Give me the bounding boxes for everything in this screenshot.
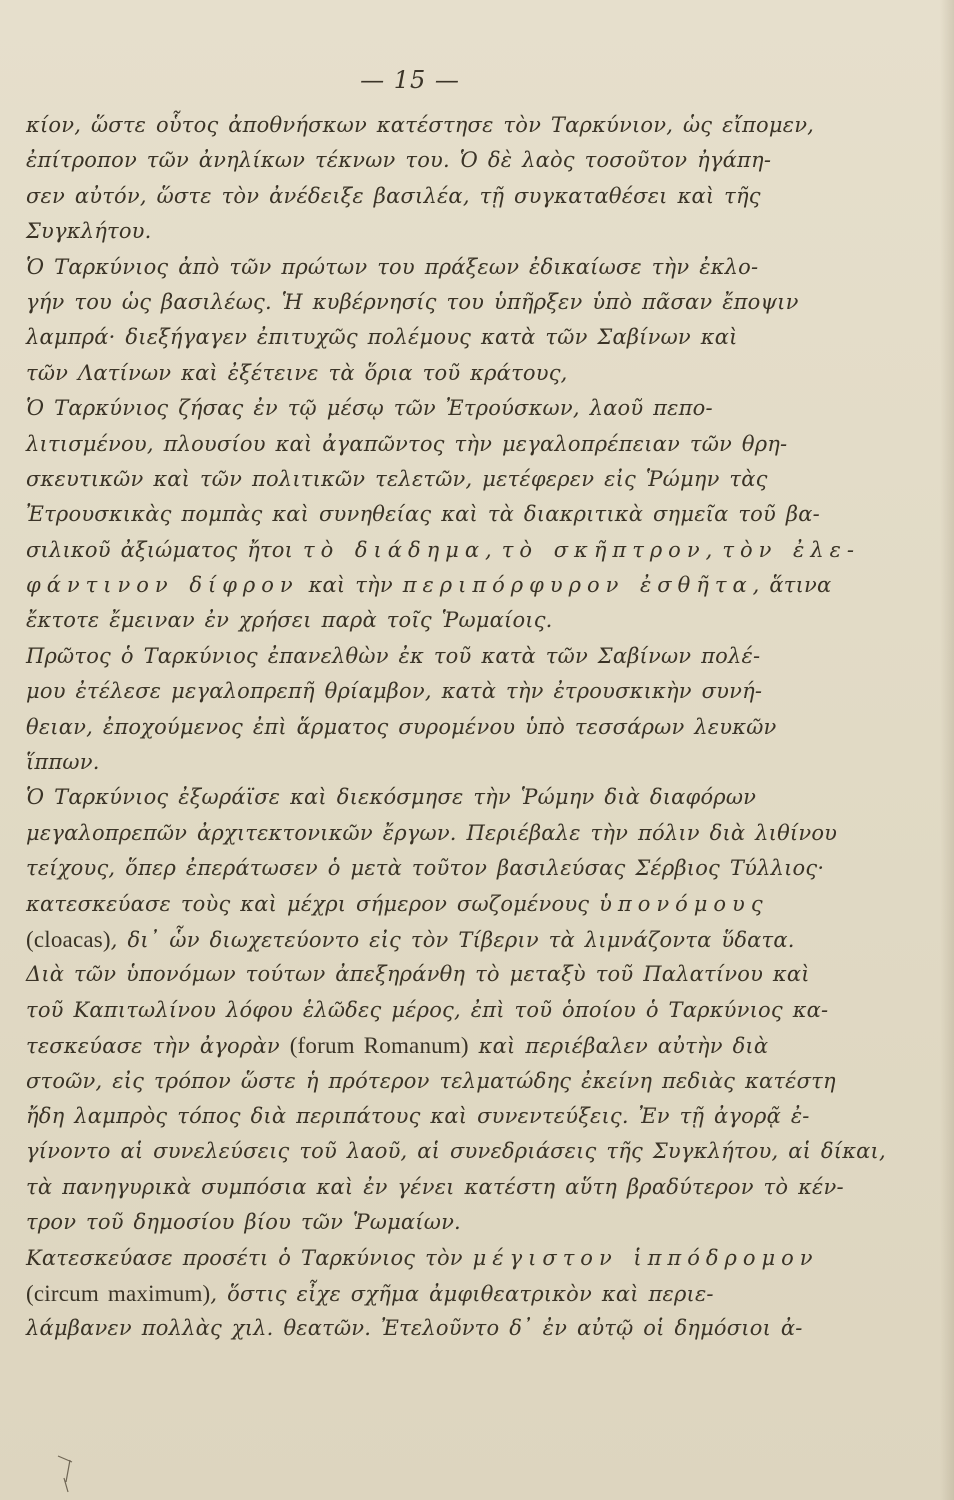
text-line: λάμβανεν πολλὰς χιλ. θεατῶν. Ἐτελοῦντο δ᾽ ἐν αὐτῷ οἱ δημόσιοι ἀ- (26, 1316, 803, 1341)
text-run: καὶ τὴν (298, 573, 403, 598)
spaced-term: ὑπονόμους (599, 891, 769, 916)
text-line: Πρῶτος ὁ Ταρκύνιος ἐπανελθὼν ἐκ τοῦ κατὰ τῶν Σαβίνων πολέ- (26, 643, 761, 668)
spaced-term: μέγιστον ἱππόδρομον (472, 1245, 819, 1270)
text-line: Συγκλήτου. (26, 219, 152, 244)
text-line-latin (26, 1028, 840, 1063)
text-line: λιτισμένου, πλουσίου καὶ ἀγαπῶντος τὴν μεγαλοπρέπειαν τῶν θρη- (26, 431, 788, 456)
pencil-mark-icon (52, 1452, 92, 1496)
text-line: τείχους, ὅπερ ἐπεράτωσεν ὁ μετὰ τοῦτον βασιλεύσας Σέρβιος Τύλλιος· (26, 856, 825, 881)
text-run: σιλικοῦ ἀξιώματος ἤτοι (26, 537, 303, 562)
text-line: στοῶν, εἰς τρόπον ὥστε ἡ πρότερον τελματώδης ἐκείνη πεδιὰς κατέστη (26, 1068, 836, 1093)
text-run: , ἅτινα (752, 573, 832, 598)
text-run: , (485, 537, 502, 562)
text-run: , (705, 537, 723, 562)
text-line: θειαν, ἐποχούμενος ἐπὶ ἅρματος συρομένου ὑπὸ τεσσάρων λευκῶν (26, 714, 777, 739)
text-line-spaced (26, 533, 861, 568)
text-line-latin (26, 922, 840, 957)
text-line: τοῦ Καπιτωλίνου λόφου ἑλῶδες μέρος, ἐπὶ τοῦ ὁποίου ὁ Ταρκύνιος κα- (26, 997, 829, 1022)
spaced-term: τὸ διάδημα (302, 537, 486, 562)
text-run: τεσκεύασε τὴν ἀγορὰν (26, 1034, 290, 1059)
text-run: , ὅστις εἶχε σχῆμα ἀμφιθεατρικὸν καὶ περιε- (210, 1281, 714, 1306)
text-body (26, 108, 886, 1347)
text-line: τὰ πανηγυρικὰ συμπόσια καὶ ἐν γένει κατέστη αὕτη βραδύτερον τὸ κέν- (26, 1174, 844, 1199)
text-line: μεγαλοπρεπῶν ἀρχιτεκτονικῶν ἔργων. Περιέβαλε τὴν πόλιν διὰ λιθίνου (26, 820, 838, 845)
text-line: σκευτικῶν καὶ τῶν πολιτικῶν τελετῶν, μετέφερεν εἰς Ῥώμην τὰς (26, 466, 768, 491)
text-line: σεν αὐτόν, ὥστε τὸν ἀνέδειξε βασιλέα, τῇ συγκαταθέσει καὶ τῆς (26, 183, 761, 208)
text-line: λαμπρά· διεξήγαγεν ἐπιτυχῶς πολέμους κατὰ τῶν Σαβίνων καὶ (26, 325, 738, 350)
text-line: μου ἐτέλεσε μεγαλοπρεπῆ θρίαμβον, κατὰ τὴν ἐτρουσκικὴν συνή- (26, 679, 763, 704)
text-line-spaced (26, 1241, 840, 1276)
latin-term: (circum maximum) (26, 1280, 211, 1306)
text-run: καὶ περιέβαλεν αὐτὴν διὰ (468, 1034, 769, 1059)
page-edge-shadow (940, 0, 954, 1500)
text-line: ἵππων. (26, 750, 100, 775)
text-line-spaced (26, 568, 840, 603)
text-line: ἤδη λαμπρὸς τόπος διὰ περιπάτους καὶ συνεντεύξεις. Ἐν τῇ ἀγορᾷ ἐ- (26, 1103, 810, 1128)
spaced-term: τὸ σκῆπτρον (501, 537, 706, 562)
text-line: Ἐτρουσκικὰς πομπὰς καὶ συνηθείας καὶ τὰ διακριτικὰ σημεῖα τοῦ βα- (26, 502, 820, 527)
latin-term: (forum Romanum) (289, 1033, 469, 1059)
latin-term: (cloacas) (26, 926, 111, 952)
text-line: ἔκτοτε ἔμειναν ἐν χρήσει παρὰ τοῖς Ῥωμαίοις. (26, 608, 553, 633)
text-run: , δι᾽ ὧν διωχετεύοντο εἰς τὸν Τίβεριν τὰ λιμνάζοντα ὕδατα. (110, 927, 795, 952)
text-line: Ὁ Ταρκύνιος ἐξωράϊσε καὶ διεκόσμησε τὴν Ῥώμην διὰ διαφόρων (26, 785, 757, 810)
text-line: Ὁ Ταρκύνιος ἀπὸ τῶν πρώτων του πράξεων ἐδικαίωσε τὴν ἐκλο- (26, 254, 759, 279)
text-run: Κατεσκεύασε προσέτι ὁ Ταρκύνιος τὸν (26, 1245, 473, 1270)
text-line: ἐπίτροπον τῶν ἀνηλίκων τέκνων του. Ὁ δὲ λαὸς τοσοῦτον ἠγάπη- (26, 148, 772, 173)
spaced-term: φάντινον δίφρον (26, 573, 299, 598)
text-line-latin (26, 1276, 840, 1311)
text-line: τῶν Λατίνων καὶ ἐξέτεινε τὰ ὅρια τοῦ κράτους, (26, 360, 568, 385)
text-line: γίνοντο αἱ συνελεύσεις τοῦ λαοῦ, αἱ συνεδριάσεις τῆς Συγκλήτου, αἱ δίκαι, (26, 1139, 886, 1164)
text-line: κίον, ὥστε οὗτος ἀποθνήσκων κατέστησε τὸν Ταρκύνιον, ὡς εἴπομεν, (26, 113, 815, 137)
text-line: γήν του ὡς βασιλέως. Ἡ κυβέρνησίς του ὑπῆρξεν ὑπὸ πᾶσαν ἔποψιν (26, 289, 799, 314)
text-line-spaced (26, 887, 840, 922)
spaced-term: τὸν ἐλε- (722, 537, 861, 562)
text-line: Διὰ τῶν ὑπονόμων τούτων ἀπεξηράνθη τὸ μεταξὺ τοῦ Παλατίνου καὶ (26, 962, 810, 987)
page-number: — 15 — (360, 66, 460, 94)
text-line: τρον τοῦ δημοσίου βίου τῶν Ῥωμαίων. (26, 1210, 461, 1235)
text-run: κατεσκεύασε τοὺς καὶ μέχρι σήμερον σωζομένους (26, 891, 600, 916)
text-line: Ὁ Ταρκύνιος ζήσας ἐν τῷ μέσῳ τῶν Ἐτρούσκων, λαοῦ πεπο- (26, 396, 713, 421)
spaced-term: περιπόρφυρον ἐσθῆτα (402, 573, 753, 598)
